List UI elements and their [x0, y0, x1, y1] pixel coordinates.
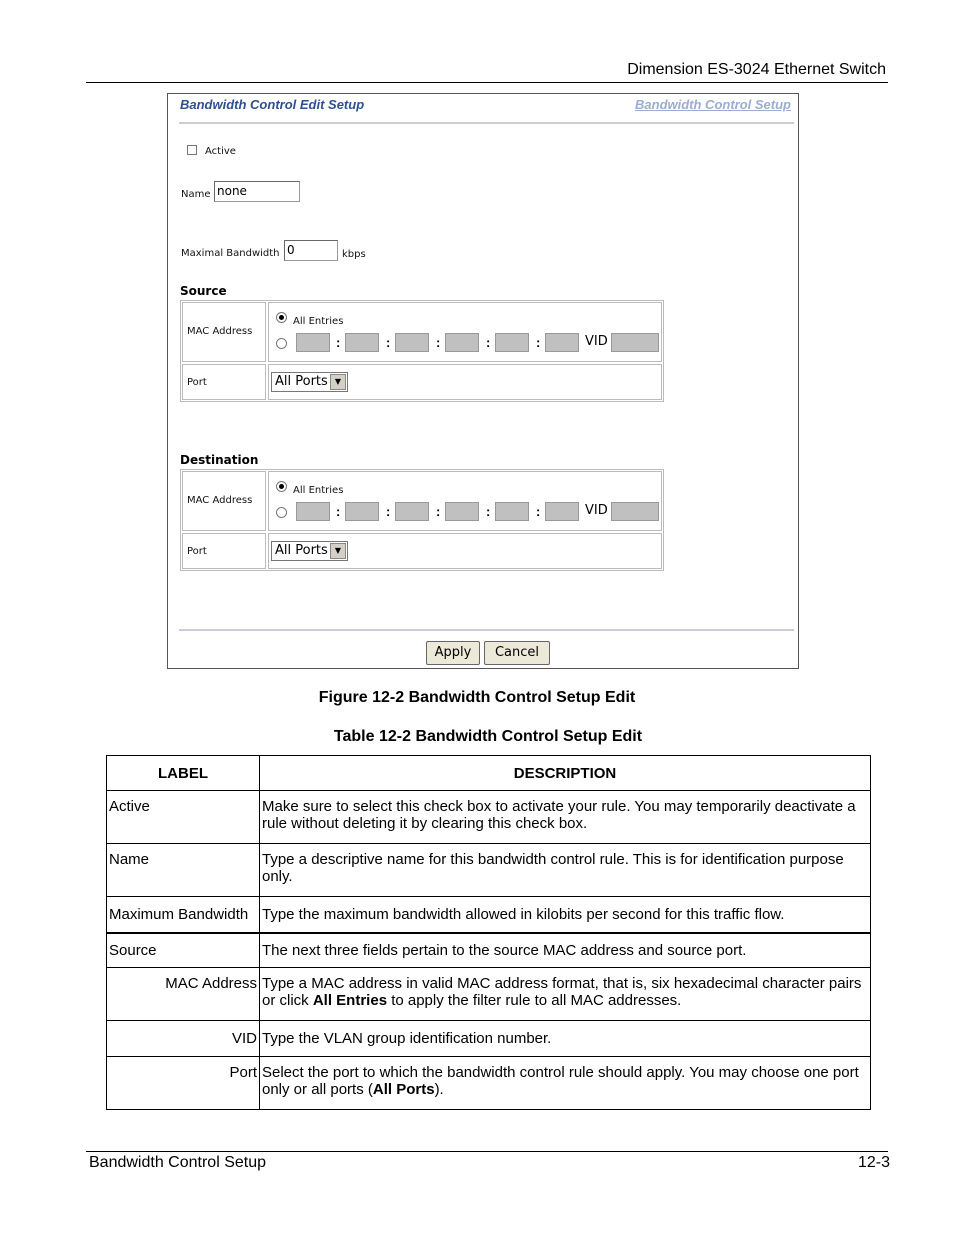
source-mac-octet-4[interactable] — [445, 333, 479, 352]
source-all-entries-label: All Entries — [293, 316, 344, 327]
source-mac-octet-6[interactable] — [545, 333, 579, 352]
destination-mac-octet-1[interactable] — [296, 502, 330, 521]
figure-screenshot — [167, 93, 799, 669]
source-mac-octet-5[interactable] — [495, 333, 529, 352]
source-group — [180, 300, 664, 402]
header-divider — [86, 82, 888, 83]
mac-separator: : — [336, 335, 341, 350]
label-header: LABEL — [107, 756, 260, 791]
title-divider — [179, 122, 794, 124]
table-row — [107, 1057, 871, 1110]
page-header-title: Dimension ES-3024 Ethernet Switch — [627, 61, 886, 78]
footer-section-title: Bandwidth Control Setup — [89, 1154, 266, 1171]
mac-separator: : — [486, 335, 491, 350]
source-port-value: All Ports — [275, 374, 328, 389]
destination-mac-octet-5[interactable] — [495, 502, 529, 521]
maximal-bandwidth-label: Maximal Bandwidth — [181, 248, 280, 259]
active-checkbox[interactable] — [187, 145, 197, 155]
mac-separator: : — [386, 504, 391, 519]
destination-port-select[interactable] — [271, 541, 348, 561]
destination-mac-octet-4[interactable] — [445, 502, 479, 521]
mac-separator: : — [336, 504, 341, 519]
mac-separator: : — [536, 335, 541, 350]
row-label: VID — [107, 1021, 260, 1057]
maximal-bandwidth-input[interactable]: 0 — [284, 240, 338, 261]
source-mac-radio[interactable] — [276, 338, 287, 349]
row-label: Maximum Bandwidth — [107, 897, 260, 933]
edit-setup-title: Bandwidth Control Edit Setup — [180, 97, 365, 112]
table-row — [107, 897, 871, 933]
source-mac-octet-1[interactable] — [296, 333, 330, 352]
table-row — [107, 844, 871, 897]
source-port-label: Port — [187, 377, 207, 388]
source-mac-octet-3[interactable] — [395, 333, 429, 352]
mac-separator: : — [536, 504, 541, 519]
cancel-button[interactable]: Cancel — [484, 641, 550, 665]
destination-all-entries-label: All Entries — [293, 485, 344, 496]
table-row — [107, 968, 871, 1021]
description-table — [106, 755, 871, 1110]
footer-divider — [86, 1151, 888, 1152]
chevron-down-icon: ▼ — [330, 374, 346, 390]
mac-separator: : — [436, 504, 441, 519]
source-port-select[interactable] — [271, 372, 348, 392]
row-description: Type the VLAN group identification number. — [260, 1021, 871, 1057]
destination-vid-input[interactable] — [611, 502, 659, 521]
bandwidth-unit: kbps — [342, 249, 366, 260]
mac-separator: : — [386, 335, 391, 350]
apply-button[interactable]: Apply — [426, 641, 480, 665]
source-all-entries-radio[interactable] — [276, 312, 287, 323]
page-number: 12-3 — [857, 1154, 890, 1171]
bandwidth-control-setup-link[interactable]: Bandwidth Control Setup — [635, 97, 791, 112]
active-label: Active — [205, 146, 236, 157]
row-label: Port — [107, 1057, 260, 1110]
mac-separator: : — [486, 504, 491, 519]
source-mac-octet-2[interactable] — [345, 333, 379, 352]
destination-mac-label: MAC Address — [187, 495, 253, 506]
row-description: Make sure to select this check box to activate your rule. You may temporarily deactivate a rule without deleting it by clearing this check box. — [260, 791, 871, 844]
footer-divider — [179, 629, 794, 631]
table-header-row — [107, 756, 871, 791]
row-label: MAC Address — [107, 968, 260, 1021]
row-label: Active — [107, 791, 260, 844]
destination-mac-octet-3[interactable] — [395, 502, 429, 521]
source-mac-label: MAC Address — [187, 326, 253, 337]
table-row — [107, 933, 871, 968]
destination-all-entries-radio[interactable] — [276, 481, 287, 492]
destination-port-value: All Ports — [275, 543, 328, 558]
destination-mac-octet-6[interactable] — [545, 502, 579, 521]
source-vid-label: VID — [585, 334, 608, 349]
mac-separator: : — [436, 335, 441, 350]
destination-port-label: Port — [187, 546, 207, 557]
destination-vid-label: VID — [585, 503, 608, 518]
source-vid-input[interactable] — [611, 333, 659, 352]
table-row — [107, 1021, 871, 1057]
name-input[interactable]: none — [214, 181, 300, 202]
row-description: Select the port to which the bandwidth control rule should apply. You may choose one port only or all ports (All Ports). — [260, 1057, 871, 1110]
table-caption: Table 12-2 Bandwidth Control Setup Edit — [333, 728, 643, 745]
source-heading: Source — [180, 284, 227, 298]
figure-caption: Figure 12-2 Bandwidth Control Setup Edit — [318, 689, 636, 706]
row-label: Source — [107, 933, 260, 968]
name-label: Name — [181, 189, 211, 200]
row-description: Type the maximum bandwidth allowed in kilobits per second for this traffic flow. — [260, 897, 871, 933]
row-description: Type a descriptive name for this bandwidth control rule. This is for identification purpose only. — [260, 844, 871, 897]
row-label: Name — [107, 844, 260, 897]
description-header: DESCRIPTION — [260, 756, 871, 791]
row-description: The next three fields pertain to the source MAC address and source port. — [260, 933, 871, 968]
table-row — [107, 791, 871, 844]
destination-mac-radio[interactable] — [276, 507, 287, 518]
destination-group — [180, 469, 664, 571]
chevron-down-icon: ▼ — [330, 543, 346, 559]
destination-mac-octet-2[interactable] — [345, 502, 379, 521]
destination-heading: Destination — [180, 453, 259, 467]
row-description: Type a MAC address in valid MAC address format, that is, six hexadecimal character pairs or click All Entries to apply the filter rule to all MAC addresses. — [260, 968, 871, 1021]
